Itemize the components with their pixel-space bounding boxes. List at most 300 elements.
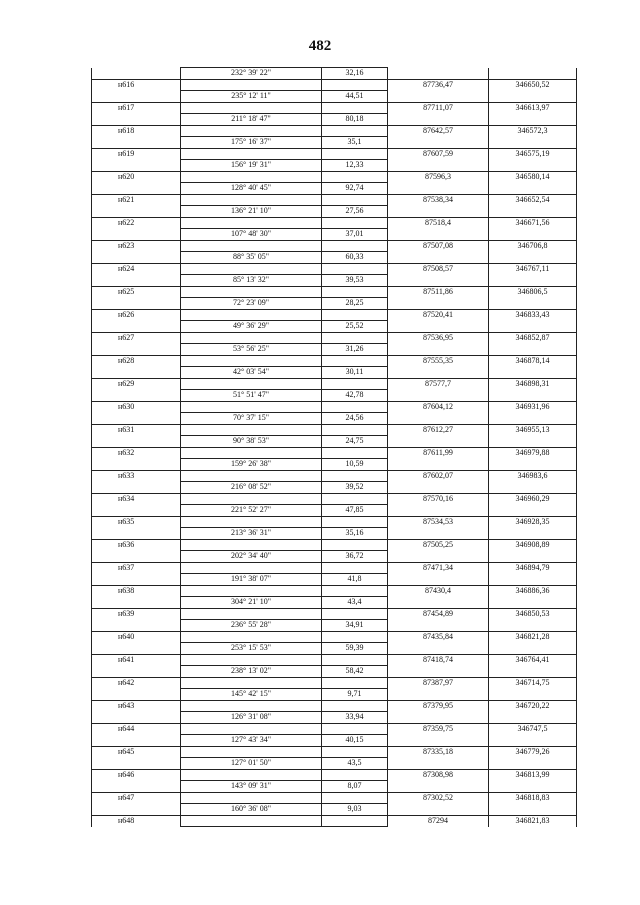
- y-coordinate-cell: [489, 666, 577, 678]
- point-cell: [92, 68, 181, 80]
- point-row: [92, 171, 577, 183]
- point-row: [92, 700, 577, 712]
- point-name-cell: н624: [92, 263, 181, 275]
- point-row: [92, 194, 577, 206]
- distance-cell: 31,26: [322, 344, 388, 356]
- x-coordinate-cell: [388, 367, 489, 379]
- direction-angle-cell: 235° 12' 11": [181, 91, 322, 103]
- x-coordinate-cell: [388, 390, 489, 402]
- distance-cell: [322, 79, 388, 91]
- direction-angle-cell: [181, 677, 322, 689]
- y-coordinate-cell: [489, 413, 577, 425]
- point-row: [92, 332, 577, 344]
- point-cell: [92, 643, 181, 655]
- y-coordinate-cell: [489, 597, 577, 609]
- y-coordinate-cell: 346894,79: [489, 562, 577, 574]
- y-coordinate-cell: [489, 252, 577, 264]
- y-coordinate-cell: [489, 68, 577, 80]
- point-name-cell: н638: [92, 585, 181, 597]
- y-coordinate-cell: 346580,14: [489, 171, 577, 183]
- y-coordinate-cell: 346706,8: [489, 240, 577, 252]
- distance-cell: [322, 332, 388, 344]
- point-row: [92, 401, 577, 413]
- y-coordinate-cell: [489, 459, 577, 471]
- x-coordinate-cell: [388, 666, 489, 678]
- y-coordinate-cell: [489, 505, 577, 517]
- x-coordinate-cell: 87430,4: [388, 585, 489, 597]
- distance-cell: 25,52: [322, 321, 388, 333]
- y-coordinate-cell: 346878,14: [489, 355, 577, 367]
- point-name-cell: н641: [92, 654, 181, 666]
- segment-row: [92, 781, 577, 793]
- point-cell: [92, 160, 181, 172]
- segment-row: [92, 91, 577, 103]
- x-coordinate-cell: 87511,86: [388, 286, 489, 298]
- direction-angle-cell: [181, 240, 322, 252]
- x-coordinate-cell: 87508,57: [388, 263, 489, 275]
- page-number: 482: [308, 38, 332, 54]
- y-coordinate-cell: [489, 551, 577, 563]
- point-cell: [92, 114, 181, 126]
- x-coordinate-cell: 87612,27: [388, 424, 489, 436]
- distance-cell: [322, 102, 388, 114]
- coordinates-table: [91, 67, 577, 827]
- direction-angle-cell: 221° 52' 27": [181, 505, 322, 517]
- x-coordinate-cell: 87642,57: [388, 125, 489, 137]
- x-coordinate-cell: [388, 620, 489, 632]
- direction-angle-cell: 145° 42' 15": [181, 689, 322, 701]
- distance-cell: 28,25: [322, 298, 388, 310]
- direction-angle-cell: 238° 13' 02": [181, 666, 322, 678]
- y-coordinate-cell: 346714,75: [489, 677, 577, 689]
- point-row: [92, 102, 577, 114]
- y-coordinate-cell: 346821,83: [489, 815, 577, 827]
- y-coordinate-cell: 346779,26: [489, 746, 577, 758]
- y-coordinate-cell: [489, 91, 577, 103]
- x-coordinate-cell: [388, 758, 489, 770]
- y-coordinate-cell: [489, 620, 577, 632]
- segment-row: [92, 367, 577, 379]
- distance-cell: [322, 539, 388, 551]
- direction-angle-cell: [181, 309, 322, 321]
- point-name-cell: н633: [92, 470, 181, 482]
- point-name-cell: н629: [92, 378, 181, 390]
- direction-angle-cell: [181, 125, 322, 137]
- y-coordinate-cell: 346747,5: [489, 723, 577, 735]
- direction-angle-cell: 232° 39' 22": [181, 68, 322, 80]
- direction-angle-cell: [181, 746, 322, 758]
- point-row: [92, 631, 577, 643]
- x-coordinate-cell: [388, 229, 489, 241]
- x-coordinate-cell: 87570,16: [388, 493, 489, 505]
- x-coordinate-cell: [388, 804, 489, 816]
- distance-cell: 39,52: [322, 482, 388, 494]
- x-coordinate-cell: [388, 298, 489, 310]
- point-row: [92, 79, 577, 91]
- distance-cell: 80,18: [322, 114, 388, 126]
- distance-cell: [322, 493, 388, 505]
- distance-cell: 34,91: [322, 620, 388, 632]
- distance-cell: 43,4: [322, 597, 388, 609]
- direction-angle-cell: 128° 40' 45": [181, 183, 322, 195]
- x-coordinate-cell: [388, 459, 489, 471]
- x-coordinate-cell: 87536,95: [388, 332, 489, 344]
- direction-angle-cell: [181, 493, 322, 505]
- distance-cell: 39,53: [322, 275, 388, 287]
- point-name-cell: н642: [92, 677, 181, 689]
- direction-angle-cell: 175° 16' 37": [181, 137, 322, 149]
- direction-angle-cell: [181, 447, 322, 459]
- direction-angle-cell: [181, 723, 322, 735]
- point-row: [92, 792, 577, 804]
- y-coordinate-cell: 346886,36: [489, 585, 577, 597]
- point-name-cell: н644: [92, 723, 181, 735]
- point-cell: [92, 505, 181, 517]
- y-coordinate-cell: [489, 689, 577, 701]
- point-row: [92, 470, 577, 482]
- point-row: [92, 562, 577, 574]
- x-coordinate-cell: 87294: [388, 815, 489, 827]
- direction-angle-cell: [181, 378, 322, 390]
- point-row: [92, 585, 577, 597]
- y-coordinate-cell: [489, 321, 577, 333]
- distance-cell: [322, 746, 388, 758]
- x-coordinate-cell: 87577,7: [388, 378, 489, 390]
- distance-cell: 30,11: [322, 367, 388, 379]
- distance-cell: 42,78: [322, 390, 388, 402]
- y-coordinate-cell: 346833,43: [489, 309, 577, 321]
- y-coordinate-cell: 346898,31: [489, 378, 577, 390]
- point-name-cell: н647: [92, 792, 181, 804]
- point-cell: [92, 275, 181, 287]
- distance-cell: 40,15: [322, 735, 388, 747]
- segment-row: [92, 482, 577, 494]
- direction-angle-cell: [181, 217, 322, 229]
- direction-angle-cell: 213° 36' 31": [181, 528, 322, 540]
- distance-cell: [322, 424, 388, 436]
- segment-row: [92, 804, 577, 816]
- distance-cell: [322, 700, 388, 712]
- segment-row: [92, 298, 577, 310]
- segment-row: [92, 643, 577, 655]
- direction-angle-cell: 216° 08' 52": [181, 482, 322, 494]
- point-name-cell: н635: [92, 516, 181, 528]
- x-coordinate-cell: [388, 91, 489, 103]
- direction-angle-cell: [181, 355, 322, 367]
- point-cell: [92, 459, 181, 471]
- point-name-cell: н621: [92, 194, 181, 206]
- direction-angle-cell: 191° 38' 07": [181, 574, 322, 586]
- x-coordinate-cell: [388, 551, 489, 563]
- point-row: [92, 493, 577, 505]
- distance-cell: 9,71: [322, 689, 388, 701]
- point-name-cell: н626: [92, 309, 181, 321]
- point-row: [92, 424, 577, 436]
- point-row: [92, 240, 577, 252]
- direction-angle-cell: 136° 21' 10": [181, 206, 322, 218]
- point-name-cell: н631: [92, 424, 181, 436]
- distance-cell: [322, 286, 388, 298]
- point-cell: [92, 735, 181, 747]
- x-coordinate-cell: 87520,41: [388, 309, 489, 321]
- distance-cell: 41,8: [322, 574, 388, 586]
- segment-row: [92, 551, 577, 563]
- segment-row: [92, 574, 577, 586]
- direction-angle-cell: 202° 34' 40": [181, 551, 322, 563]
- direction-angle-cell: 85° 13' 32": [181, 275, 322, 287]
- distance-cell: [322, 516, 388, 528]
- point-cell: [92, 758, 181, 770]
- y-coordinate-cell: 346955,13: [489, 424, 577, 436]
- point-cell: [92, 367, 181, 379]
- direction-angle-cell: [181, 148, 322, 160]
- distance-cell: 27,56: [322, 206, 388, 218]
- distance-cell: 24,75: [322, 436, 388, 448]
- point-name-cell: н625: [92, 286, 181, 298]
- x-coordinate-cell: 87359,75: [388, 723, 489, 735]
- point-cell: [92, 551, 181, 563]
- segment-row: [92, 321, 577, 333]
- y-coordinate-cell: 346650,52: [489, 79, 577, 91]
- point-row: [92, 378, 577, 390]
- point-name-cell: н640: [92, 631, 181, 643]
- direction-angle-cell: [181, 470, 322, 482]
- point-name-cell: н639: [92, 608, 181, 620]
- direction-angle-cell: 107° 48' 30": [181, 229, 322, 241]
- distance-cell: [322, 723, 388, 735]
- y-coordinate-cell: [489, 367, 577, 379]
- x-coordinate-cell: 87611,99: [388, 447, 489, 459]
- direction-angle-cell: 127° 01' 50": [181, 758, 322, 770]
- distance-cell: 24,56: [322, 413, 388, 425]
- distance-cell: 36,72: [322, 551, 388, 563]
- point-cell: [92, 689, 181, 701]
- y-coordinate-cell: 346764,41: [489, 654, 577, 666]
- y-coordinate-cell: [489, 344, 577, 356]
- segment-row: [92, 252, 577, 264]
- point-name-cell: н620: [92, 171, 181, 183]
- distance-cell: [322, 608, 388, 620]
- point-row: [92, 217, 577, 229]
- point-cell: [92, 781, 181, 793]
- point-cell: [92, 620, 181, 632]
- y-coordinate-cell: [489, 275, 577, 287]
- y-coordinate-cell: [489, 298, 577, 310]
- distance-cell: [322, 355, 388, 367]
- x-coordinate-cell: 87302,52: [388, 792, 489, 804]
- direction-angle-cell: 304° 21' 10": [181, 597, 322, 609]
- point-cell: [92, 712, 181, 724]
- direction-angle-cell: [181, 631, 322, 643]
- x-coordinate-cell: [388, 482, 489, 494]
- x-coordinate-cell: [388, 689, 489, 701]
- y-coordinate-cell: [489, 781, 577, 793]
- point-row: [92, 355, 577, 367]
- segment-row: [92, 390, 577, 402]
- y-coordinate-cell: 346813,99: [489, 769, 577, 781]
- y-coordinate-cell: [489, 114, 577, 126]
- direction-angle-cell: [181, 815, 322, 827]
- direction-angle-cell: 42° 03' 54": [181, 367, 322, 379]
- segment-row: [92, 183, 577, 195]
- segment-row: [92, 459, 577, 471]
- segment-row: [92, 666, 577, 678]
- point-cell: [92, 666, 181, 678]
- x-coordinate-cell: [388, 206, 489, 218]
- segment-row: [92, 436, 577, 448]
- y-coordinate-cell: [489, 528, 577, 540]
- segment-row: [92, 758, 577, 770]
- distance-cell: [322, 631, 388, 643]
- point-cell: [92, 206, 181, 218]
- distance-cell: 12,33: [322, 160, 388, 172]
- segment-row: [92, 735, 577, 747]
- point-name-cell: н636: [92, 539, 181, 551]
- distance-cell: [322, 677, 388, 689]
- point-cell: [92, 137, 181, 149]
- distance-cell: [322, 240, 388, 252]
- x-coordinate-cell: 87602,07: [388, 470, 489, 482]
- point-row: [92, 723, 577, 735]
- y-coordinate-cell: 346767,11: [489, 263, 577, 275]
- point-name-cell: н623: [92, 240, 181, 252]
- direction-angle-cell: [181, 263, 322, 275]
- x-coordinate-cell: 87379,95: [388, 700, 489, 712]
- point-name-cell: н628: [92, 355, 181, 367]
- x-coordinate-cell: [388, 574, 489, 586]
- x-coordinate-cell: [388, 643, 489, 655]
- point-row: [92, 769, 577, 781]
- point-name-cell: н619: [92, 148, 181, 160]
- point-name-cell: н645: [92, 746, 181, 758]
- distance-cell: 32,16: [322, 68, 388, 80]
- point-cell: [92, 413, 181, 425]
- direction-angle-cell: [181, 79, 322, 91]
- y-coordinate-cell: [489, 206, 577, 218]
- point-name-cell: н648: [92, 815, 181, 827]
- distance-cell: 35,1: [322, 137, 388, 149]
- y-coordinate-cell: [489, 735, 577, 747]
- x-coordinate-cell: 87555,35: [388, 355, 489, 367]
- y-coordinate-cell: 346928,35: [489, 516, 577, 528]
- direction-angle-cell: [181, 194, 322, 206]
- distance-cell: 92,74: [322, 183, 388, 195]
- direction-angle-cell: [181, 792, 322, 804]
- segment-row: [92, 344, 577, 356]
- x-coordinate-cell: [388, 781, 489, 793]
- y-coordinate-cell: [489, 229, 577, 241]
- direction-angle-cell: 236° 55' 28": [181, 620, 322, 632]
- direction-angle-cell: 253° 15' 53": [181, 643, 322, 655]
- x-coordinate-cell: 87507,08: [388, 240, 489, 252]
- y-coordinate-cell: [489, 712, 577, 724]
- segment-row: [92, 137, 577, 149]
- point-cell: [92, 804, 181, 816]
- x-coordinate-cell: [388, 344, 489, 356]
- direction-angle-cell: [181, 585, 322, 597]
- distance-cell: [322, 309, 388, 321]
- distance-cell: [322, 148, 388, 160]
- y-coordinate-cell: [489, 137, 577, 149]
- point-cell: [92, 321, 181, 333]
- x-coordinate-cell: [388, 321, 489, 333]
- point-cell: [92, 482, 181, 494]
- y-coordinate-cell: [489, 390, 577, 402]
- distance-cell: 33,94: [322, 712, 388, 724]
- direction-angle-cell: 156° 19' 31": [181, 160, 322, 172]
- distance-cell: [322, 378, 388, 390]
- distance-cell: 59,39: [322, 643, 388, 655]
- x-coordinate-cell: [388, 114, 489, 126]
- y-coordinate-cell: 346720,22: [489, 700, 577, 712]
- direction-angle-cell: [181, 562, 322, 574]
- point-name-cell: н617: [92, 102, 181, 114]
- distance-cell: [322, 171, 388, 183]
- point-row: [92, 608, 577, 620]
- x-coordinate-cell: 87387,97: [388, 677, 489, 689]
- y-coordinate-cell: 346821,28: [489, 631, 577, 643]
- y-coordinate-cell: [489, 160, 577, 172]
- point-row: [92, 263, 577, 275]
- x-coordinate-cell: [388, 597, 489, 609]
- direction-angle-cell: [181, 769, 322, 781]
- point-name-cell: н643: [92, 700, 181, 712]
- distance-cell: [322, 194, 388, 206]
- point-name-cell: н634: [92, 493, 181, 505]
- x-coordinate-cell: 87335,18: [388, 746, 489, 758]
- x-coordinate-cell: 87711,07: [388, 102, 489, 114]
- direction-angle-cell: [181, 654, 322, 666]
- point-cell: [92, 436, 181, 448]
- point-name-cell: н637: [92, 562, 181, 574]
- y-coordinate-cell: [489, 482, 577, 494]
- distance-cell: [322, 769, 388, 781]
- direction-angle-cell: 49° 36' 29": [181, 321, 322, 333]
- x-coordinate-cell: 87534,53: [388, 516, 489, 528]
- segment-row: [92, 275, 577, 287]
- x-coordinate-cell: [388, 183, 489, 195]
- direction-angle-cell: [181, 171, 322, 183]
- y-coordinate-cell: 346652,54: [489, 194, 577, 206]
- distance-cell: [322, 263, 388, 275]
- y-coordinate-cell: 346613,97: [489, 102, 577, 114]
- direction-angle-cell: 72° 23' 09": [181, 298, 322, 310]
- x-coordinate-cell: 87538,34: [388, 194, 489, 206]
- y-coordinate-cell: 346806,5: [489, 286, 577, 298]
- x-coordinate-cell: 87418,74: [388, 654, 489, 666]
- y-coordinate-cell: 346931,96: [489, 401, 577, 413]
- point-row: [92, 516, 577, 528]
- y-coordinate-cell: 346575,19: [489, 148, 577, 160]
- distance-cell: [322, 585, 388, 597]
- segment-row: [92, 114, 577, 126]
- point-row: [92, 815, 577, 827]
- y-coordinate-cell: 346850,53: [489, 608, 577, 620]
- y-coordinate-cell: 346671,56: [489, 217, 577, 229]
- x-coordinate-cell: 87596,3: [388, 171, 489, 183]
- y-coordinate-cell: 346983,6: [489, 470, 577, 482]
- point-row: [92, 309, 577, 321]
- x-coordinate-cell: 87308,98: [388, 769, 489, 781]
- direction-angle-cell: 143° 09' 31": [181, 781, 322, 793]
- distance-cell: 47,85: [322, 505, 388, 517]
- distance-cell: [322, 217, 388, 229]
- point-cell: [92, 229, 181, 241]
- segment-row: [92, 505, 577, 517]
- direction-angle-cell: [181, 424, 322, 436]
- point-name-cell: н616: [92, 79, 181, 91]
- distance-cell: [322, 815, 388, 827]
